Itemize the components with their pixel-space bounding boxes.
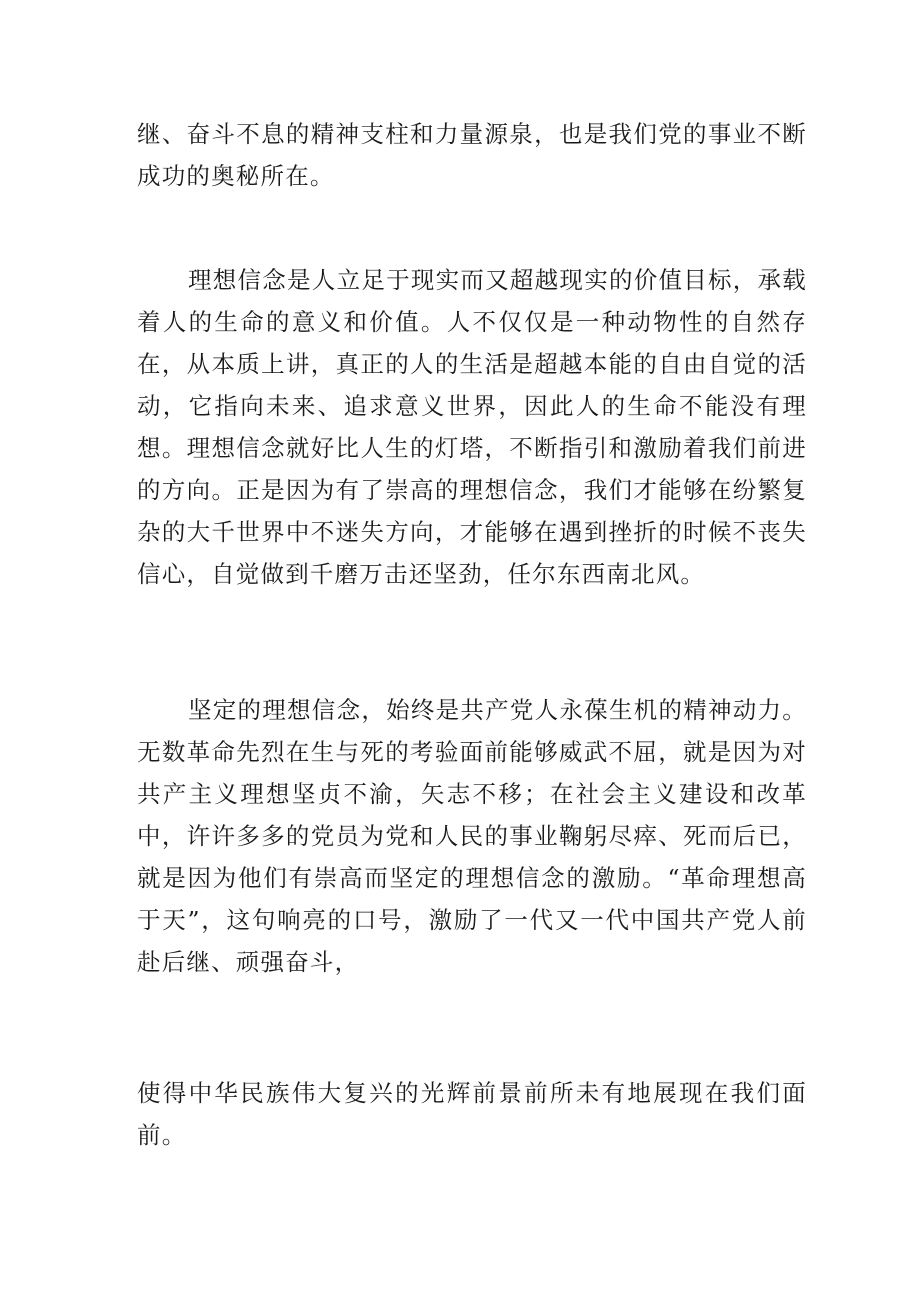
paragraph-continuation: 继、奋斗不息的精神支柱和力量源泉，也是我们党的事业不断成功的奥秘所在。 (137, 120, 807, 190)
paragraph-firm-beliefs: 坚定的理想信念，始终是共产党人永葆生机的精神动力。无数革命先烈在生与死的考验面前能够威武不屈，就是因为对共产主义理想坚贞不渝，矢志不移；在社会主义建设和改革中，许许多多的党员为党和人民的事业鞠躬尽瘁、死而后已，就是因为他们有崇高而坚定的理想信念的激励。“革命理想高于天”，这句响亮的口号，激励了一代又一代中国共产党人前赴后继、顽强奋斗， (137, 696, 807, 976)
paragraph-ideals-and-beliefs: 理想信念是人立足于现实而又超越现实的价值目标，承载着人的生命的意义和价值。人不仅仅是一种动物性的自然存在，从本质上讲，真正的人的生活是超越本能的自由自觉的活动，它指向未来、追求意义世界，因此人的生命不能没有理想。理想信念就好比人生的灯塔，不断指引和激励着我们前进的方向。正是因为有了崇高的理想信念，我们才能够在纷繁复杂的大千世界中不迷失方向，才能够在遇到挫折的时候不丧失信心，自觉做到千磨万击还坚劲，任尔东西南北风。 (137, 266, 807, 588)
paragraph-national-rejuvenation: 使得中华民族伟大复兴的光辉前景前所未有地展现在我们面前。 (137, 1079, 807, 1149)
